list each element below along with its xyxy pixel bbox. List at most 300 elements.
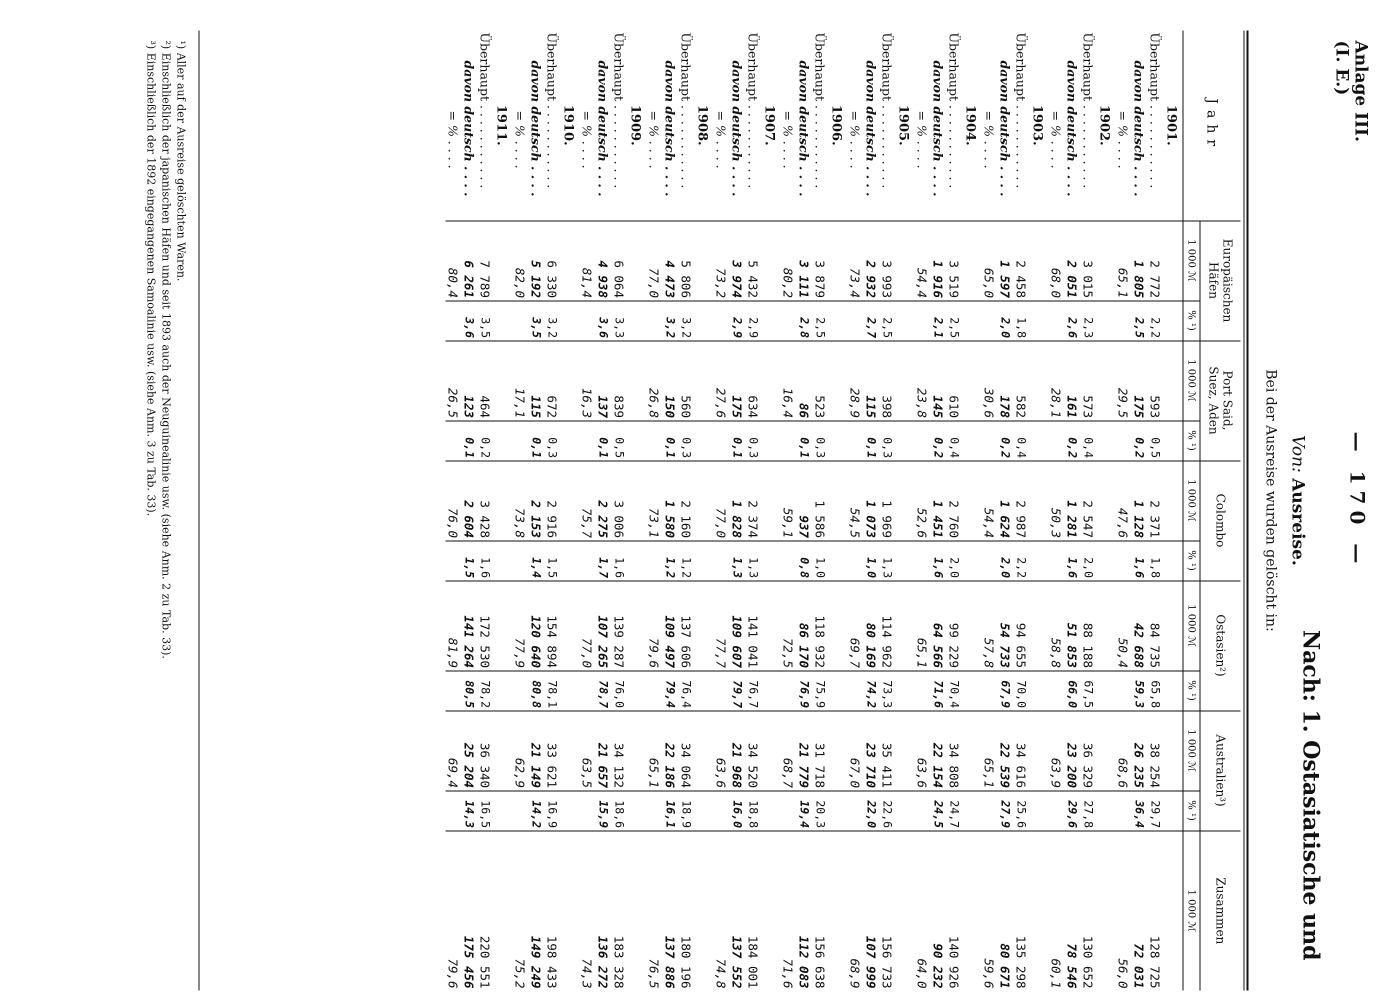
table-cell: 73,3 — [879, 670, 895, 710]
table-cell — [713, 300, 729, 340]
row-label: Überhaupt . . . . . . . . . . . — [745, 32, 761, 188]
empty-cell — [1096, 460, 1115, 540]
year-label: 1907. — [761, 104, 776, 146]
row-german — [729, 30, 745, 990]
table-cell: 63,6 — [713, 710, 729, 790]
table-cell: 3 879 — [812, 220, 828, 300]
year-label: 1906. — [828, 104, 843, 146]
empty-cell — [895, 340, 914, 420]
table-cell: 0,4 — [1080, 420, 1096, 460]
table-cell: 68,9 — [847, 830, 863, 990]
table-cell: 2 760 — [946, 460, 962, 540]
row-label: = % . . . . — [713, 110, 729, 169]
empty-cell — [560, 420, 579, 460]
table-cell — [445, 300, 461, 340]
table-cell: 0,5 — [611, 420, 627, 460]
table-cell: 523 — [812, 340, 828, 420]
table-cell: 573 — [1080, 340, 1096, 420]
table-cell: 1,8 — [1013, 300, 1029, 340]
table-cell: 18,8 — [745, 790, 761, 830]
table-cell: 175 456 — [461, 830, 477, 990]
table-cell: 34 520 — [745, 710, 761, 790]
table-cell: 38 254 — [1147, 710, 1163, 790]
table-cell: 6 330 — [544, 220, 560, 300]
table-cell: 73,1 — [646, 460, 662, 540]
table-cell: 1 624 — [997, 460, 1013, 540]
table-cell: 1 805 — [1131, 220, 1147, 300]
empty-cell — [828, 220, 847, 300]
row-label: Überhaupt . . . . . . . . . . . — [1013, 32, 1029, 188]
table-cell: 26,5 — [445, 340, 461, 420]
unit-pct: % ¹) — [1183, 420, 1200, 460]
table-cell: 154 894 — [544, 580, 560, 670]
table-cell — [646, 420, 662, 460]
table-cell: 1 828 — [729, 460, 745, 540]
row-label: = % . . . . — [981, 110, 997, 169]
empty-cell — [560, 710, 579, 790]
year-label: 1909. — [627, 104, 642, 146]
row-label: davon deutsch . . . . — [796, 60, 812, 196]
empty-cell — [627, 300, 646, 340]
empty-cell — [1029, 420, 1048, 460]
row-german-pct — [914, 30, 930, 990]
row-label: Überhaupt . . . . . . . . . . . — [477, 32, 493, 188]
row-total — [879, 30, 895, 990]
row-total — [544, 30, 560, 990]
row-german-pct — [981, 30, 997, 990]
row-german — [662, 30, 678, 990]
empty-cell — [1029, 670, 1048, 710]
table-cell: 67,9 — [997, 670, 1013, 710]
table-cell: 70,4 — [946, 670, 962, 710]
table-cell — [780, 670, 796, 710]
table-cell: 150 — [662, 340, 678, 420]
empty-cell — [493, 420, 512, 460]
table-cell: 21 657 — [595, 710, 611, 790]
table-cell: 70,0 — [1013, 670, 1029, 710]
table-cell — [512, 300, 528, 340]
table-cell — [512, 540, 528, 580]
row-label: = % . . . . — [512, 110, 528, 169]
table-cell: 71,6 — [780, 830, 796, 990]
table-cell: 15,9 — [595, 790, 611, 830]
table-cell: 5 432 — [745, 220, 761, 300]
year-row — [1163, 30, 1183, 990]
table-cell: 81,9 — [445, 580, 461, 670]
table-cell: 3,5 — [528, 300, 544, 340]
table-cell: 23 710 — [863, 710, 879, 790]
table-cell — [579, 670, 595, 710]
bottom-rule — [198, 30, 199, 990]
top-rule-thin — [1243, 30, 1244, 990]
table-cell: 22,6 — [879, 790, 895, 830]
table-title-origin — [1287, 380, 1307, 620]
empty-cell — [1163, 340, 1183, 420]
table-cell: 27,6 — [713, 340, 729, 420]
table-cell: 75,7 — [579, 460, 595, 540]
empty-cell — [1096, 710, 1115, 790]
table-cell: 2,1 — [930, 300, 946, 340]
empty-cell — [895, 580, 914, 670]
row-label: davon deutsch . . . . — [729, 60, 745, 196]
table-cell: 183 328 — [611, 830, 627, 990]
empty-cell — [560, 830, 579, 990]
table-cell: 80,4 — [445, 220, 461, 300]
unit-pct: % ¹) — [1183, 300, 1200, 340]
table-cell: 3,2 — [678, 300, 694, 340]
table-cell: 156 733 — [879, 830, 895, 990]
empty-cell — [1163, 300, 1183, 340]
table-cell: 77,0 — [646, 220, 662, 300]
table-cell: 25 204 — [461, 710, 477, 790]
empty-cell — [627, 420, 646, 460]
table-cell: 5 806 — [678, 220, 694, 300]
row-label: = % . . . . — [579, 110, 595, 169]
table-cell: 937 — [796, 460, 812, 540]
table-cell: 149 249 — [528, 830, 544, 990]
empty-cell — [493, 300, 512, 340]
table-cell: 36 340 — [477, 710, 493, 790]
annex-line-2: (I. E.) — [1331, 40, 1351, 95]
table-cell: 71,6 — [930, 670, 946, 710]
table-cell: 22 539 — [997, 710, 1013, 790]
table-cell: 5 192 — [528, 220, 544, 300]
table-cell: 25,6 — [1013, 790, 1029, 830]
table-cell: 54 733 — [997, 580, 1013, 670]
table-cell: 75,2 — [512, 830, 528, 990]
table-cell: 139 287 — [611, 580, 627, 670]
table-cell: 1 281 — [1064, 460, 1080, 540]
table-cell: 610 — [946, 340, 962, 420]
year-row — [1096, 30, 1115, 990]
table-cell: 7 789 — [477, 220, 493, 300]
table-cell: 79,6 — [646, 580, 662, 670]
table-cell: 123 — [461, 340, 477, 420]
table-cell — [981, 420, 997, 460]
table-cell: 0,4 — [946, 420, 962, 460]
empty-cell — [895, 220, 914, 300]
table-cell: 16,9 — [544, 790, 560, 830]
table-cell: 2,0 — [997, 300, 1013, 340]
empty-cell — [694, 340, 713, 420]
empty-cell — [1096, 220, 1115, 300]
table-cell — [847, 300, 863, 340]
table-cell — [512, 790, 528, 830]
table-cell: 27,8 — [1080, 790, 1096, 830]
empty-cell — [828, 580, 847, 670]
table-cell: 141 264 — [461, 580, 477, 670]
table-cell: 80,2 — [780, 220, 796, 300]
row-total — [745, 30, 761, 990]
table-cell: 54,4 — [914, 220, 930, 300]
row-german — [1131, 30, 1147, 990]
table-cell: 90 232 — [930, 830, 946, 990]
table-cell — [579, 540, 595, 580]
table-cell: 47,6 — [1115, 460, 1131, 540]
table-cell: 2 916 — [544, 460, 560, 540]
row-label: davon deutsch . . . . — [863, 60, 879, 196]
year-label: 1910. — [560, 104, 575, 146]
table-cell — [713, 670, 729, 710]
empty-cell — [560, 220, 579, 300]
page-number: — 170 — — [1345, 431, 1369, 569]
table-title-destination: Nach: 1. Ostasiatische und — [1297, 629, 1323, 960]
table-cell: 77,9 — [512, 580, 528, 670]
row-label: = % . . . . — [445, 110, 461, 169]
row-german-pct — [445, 30, 461, 990]
table-cell: 3 006 — [611, 460, 627, 540]
empty-cell — [493, 220, 512, 300]
table-cell: 107 265 — [595, 580, 611, 670]
table-cell — [981, 300, 997, 340]
table-cell — [512, 420, 528, 460]
empty-cell — [962, 830, 981, 990]
table-cell — [847, 420, 863, 460]
empty-cell — [627, 580, 646, 670]
year-label: 1908. — [694, 104, 709, 146]
empty-cell — [627, 460, 646, 540]
table-cell: 3 993 — [879, 220, 895, 300]
row-label: davon deutsch . . . . — [461, 60, 477, 196]
table-cell: 1 128 — [1131, 460, 1147, 540]
table-cell: 2 371 — [1147, 460, 1163, 540]
table-cell: 68,7 — [780, 710, 796, 790]
table-cell: 59,3 — [1131, 670, 1147, 710]
col-header-zusammen: Zusammen — [1200, 830, 1241, 990]
unit-mark: 1 000 ℳ — [1183, 460, 1200, 540]
table-cell: 82,0 — [512, 220, 528, 300]
table-cell: 63,9 — [1048, 710, 1064, 790]
table-cell — [914, 540, 930, 580]
year-label: 1905. — [895, 104, 910, 146]
table-cell: 1,7 — [595, 540, 611, 580]
unit-pct: % ¹) — [1183, 670, 1200, 710]
empty-cell — [627, 340, 646, 420]
empty-cell — [828, 670, 847, 710]
table-cell: 67,0 — [847, 710, 863, 790]
table-cell: 73,4 — [847, 220, 863, 300]
empty-cell — [493, 460, 512, 540]
year-label: 1902. — [1096, 104, 1111, 146]
table-cell: 1 916 — [930, 220, 946, 300]
row-label: Überhaupt . . . . . . . . . . . — [812, 32, 828, 188]
table-cell: 76,4 — [678, 670, 694, 710]
table-cell: 2,6 — [1064, 300, 1080, 340]
col-header-colombo: Colombo — [1200, 460, 1241, 580]
empty-cell — [493, 790, 512, 830]
empty-cell — [1096, 340, 1115, 420]
table-cell: 2 160 — [678, 460, 694, 540]
table-cell: 2,8 — [796, 300, 812, 340]
table-cell: 1,5 — [461, 540, 477, 580]
unit-mark: 1 000 ℳ — [1183, 340, 1200, 420]
table-cell: 175 — [1131, 340, 1147, 420]
table-cell: 36 329 — [1080, 710, 1096, 790]
year-label: 1904. — [962, 104, 977, 146]
table-cell — [981, 540, 997, 580]
table-cell: 2,2 — [1013, 540, 1029, 580]
table-cell: 62,9 — [512, 710, 528, 790]
table-cell: 54,5 — [847, 460, 863, 540]
table-cell: 16,5 — [477, 790, 493, 830]
table-cell: 0,1 — [796, 420, 812, 460]
table-cell: 3 111 — [796, 220, 812, 300]
table-cell: 161 — [1064, 340, 1080, 420]
empty-cell — [895, 540, 914, 580]
table-cell: 1,6 — [1131, 540, 1147, 580]
empty-cell — [1029, 220, 1048, 300]
table-cell: 79,6 — [445, 830, 461, 990]
table-cell — [847, 540, 863, 580]
table-cell — [1048, 790, 1064, 830]
footnote-1: ¹) Aller auf der Ausreise gelöschten Waren. — [174, 40, 187, 281]
table-cell: 16,0 — [729, 790, 745, 830]
table-cell: 156 638 — [812, 830, 828, 990]
empty-cell — [694, 300, 713, 340]
col-header-jahr: Jahr — [1183, 30, 1241, 220]
table-cell — [1048, 420, 1064, 460]
row-german — [997, 30, 1013, 990]
table-cell: 69,7 — [847, 580, 863, 670]
table-cell — [445, 420, 461, 460]
table-cell — [981, 790, 997, 830]
statistics-table — [445, 30, 1240, 990]
table-cell: 0,2 — [1064, 420, 1080, 460]
empty-cell — [1029, 790, 1048, 830]
row-label: = % . . . . — [1115, 110, 1131, 169]
table-cell: 2,5 — [812, 300, 828, 340]
table-cell: 0,5 — [1147, 420, 1163, 460]
year-label: 1911. — [493, 104, 508, 146]
table-cell — [445, 540, 461, 580]
table-cell: 29,5 — [1115, 340, 1131, 420]
top-rule — [1246, 30, 1248, 990]
table-cell: 16,3 — [579, 340, 595, 420]
empty-cell — [560, 670, 579, 710]
row-label: davon deutsch . . . . — [1131, 60, 1147, 196]
empty-cell — [1163, 580, 1183, 670]
empty-cell — [761, 300, 780, 340]
empty-cell — [1096, 420, 1115, 460]
empty-cell — [895, 420, 914, 460]
table-cell: 634 — [745, 340, 761, 420]
table-cell: 464 — [477, 340, 493, 420]
table-cell: 26 235 — [1131, 710, 1147, 790]
table-cell: 2,9 — [745, 300, 761, 340]
table-cell: 57,8 — [981, 580, 997, 670]
table-cell: 59,6 — [981, 830, 997, 990]
table-cell: 1,0 — [812, 540, 828, 580]
table-cell: 2,7 — [863, 300, 879, 340]
empty-cell — [1163, 710, 1183, 790]
table-cell: 0,2 — [930, 420, 946, 460]
row-label: = % . . . . — [1048, 110, 1064, 169]
unit-mark: 1 000 ℳ — [1183, 710, 1200, 790]
table-cell: 1,3 — [879, 540, 895, 580]
table-cell — [1048, 300, 1064, 340]
row-german — [595, 30, 611, 990]
table-cell: 1,5 — [544, 540, 560, 580]
empty-cell — [1096, 790, 1115, 830]
table-cell: 2 604 — [461, 460, 477, 540]
empty-cell — [560, 580, 579, 670]
empty-cell — [828, 710, 847, 790]
empty-cell — [493, 340, 512, 420]
unit-mark: 1 000 ℳ — [1183, 220, 1200, 300]
table-cell: 0,2 — [477, 420, 493, 460]
empty-cell — [1096, 580, 1115, 670]
empty-cell — [1096, 830, 1115, 990]
table-cell — [512, 670, 528, 710]
table-cell: 78,1 — [544, 670, 560, 710]
row-label: davon deutsch . . . . — [1064, 60, 1080, 196]
row-label: Überhaupt . . . . . . . . . . . — [1080, 32, 1096, 188]
table-cell: 52,6 — [914, 460, 930, 540]
table-cell: 99 229 — [946, 580, 962, 670]
empty-cell — [627, 710, 646, 790]
empty-cell — [694, 710, 713, 790]
table-cell: 1,6 — [477, 540, 493, 580]
table-cell: 17,1 — [512, 340, 528, 420]
table-cell: 1,6 — [1064, 540, 1080, 580]
row-label: = % . . . . — [847, 110, 863, 169]
table-cell: 86 170 — [796, 580, 812, 670]
row-label: davon deutsch . . . . — [930, 60, 946, 196]
col-header-port-said-line1: Port Said, — [1220, 370, 1234, 430]
table-cell: 68,0 — [1048, 220, 1064, 300]
empty-cell — [694, 670, 713, 710]
empty-cell — [895, 300, 914, 340]
footnote-2: ²) Einschließlich der japanischen Häfen und seit 1893 auch der Neuguinealinie usw. (siehe Anm. 2 zu Tab. 33). — [159, 40, 172, 659]
empty-cell — [627, 670, 646, 710]
table-cell: 58,8 — [1048, 580, 1064, 670]
year-row — [828, 30, 847, 990]
table-cell — [1115, 300, 1131, 340]
table-cell: 2,0 — [1080, 540, 1096, 580]
row-german-pct — [1048, 30, 1064, 990]
table-cell: 36,4 — [1131, 790, 1147, 830]
table-cell: 66,0 — [1064, 670, 1080, 710]
table-cell: 0,4 — [1013, 420, 1029, 460]
empty-cell — [493, 580, 512, 670]
table-cell: 3,6 — [461, 300, 477, 340]
empty-cell — [694, 420, 713, 460]
table-cell: 672 — [544, 340, 560, 420]
unit-pct: % ¹) — [1183, 540, 1200, 580]
table-body — [445, 30, 1183, 990]
table-cell: 14,2 — [528, 790, 544, 830]
row-german — [1064, 30, 1080, 990]
table-cell: 120 640 — [528, 580, 544, 670]
table-cell: 76,0 — [611, 670, 627, 710]
table-cell: 30,6 — [981, 340, 997, 420]
table-cell — [713, 540, 729, 580]
table-cell: 76,0 — [445, 460, 461, 540]
empty-cell — [694, 790, 713, 830]
table-cell: 65,1 — [1115, 220, 1131, 300]
table-cell: 65,1 — [914, 580, 930, 670]
row-label: Überhaupt . . . . . . . . . . . — [1147, 32, 1163, 188]
row-german-pct — [847, 30, 863, 990]
table-cell: 130 652 — [1080, 830, 1096, 990]
table-cell: 137 — [595, 340, 611, 420]
col-header-european-ports — [1200, 220, 1241, 340]
table-cell: 1,0 — [863, 540, 879, 580]
table-cell — [445, 790, 461, 830]
table-cell: 1 580 — [662, 460, 678, 540]
table-cell: 1,3 — [729, 540, 745, 580]
row-german — [461, 30, 477, 990]
